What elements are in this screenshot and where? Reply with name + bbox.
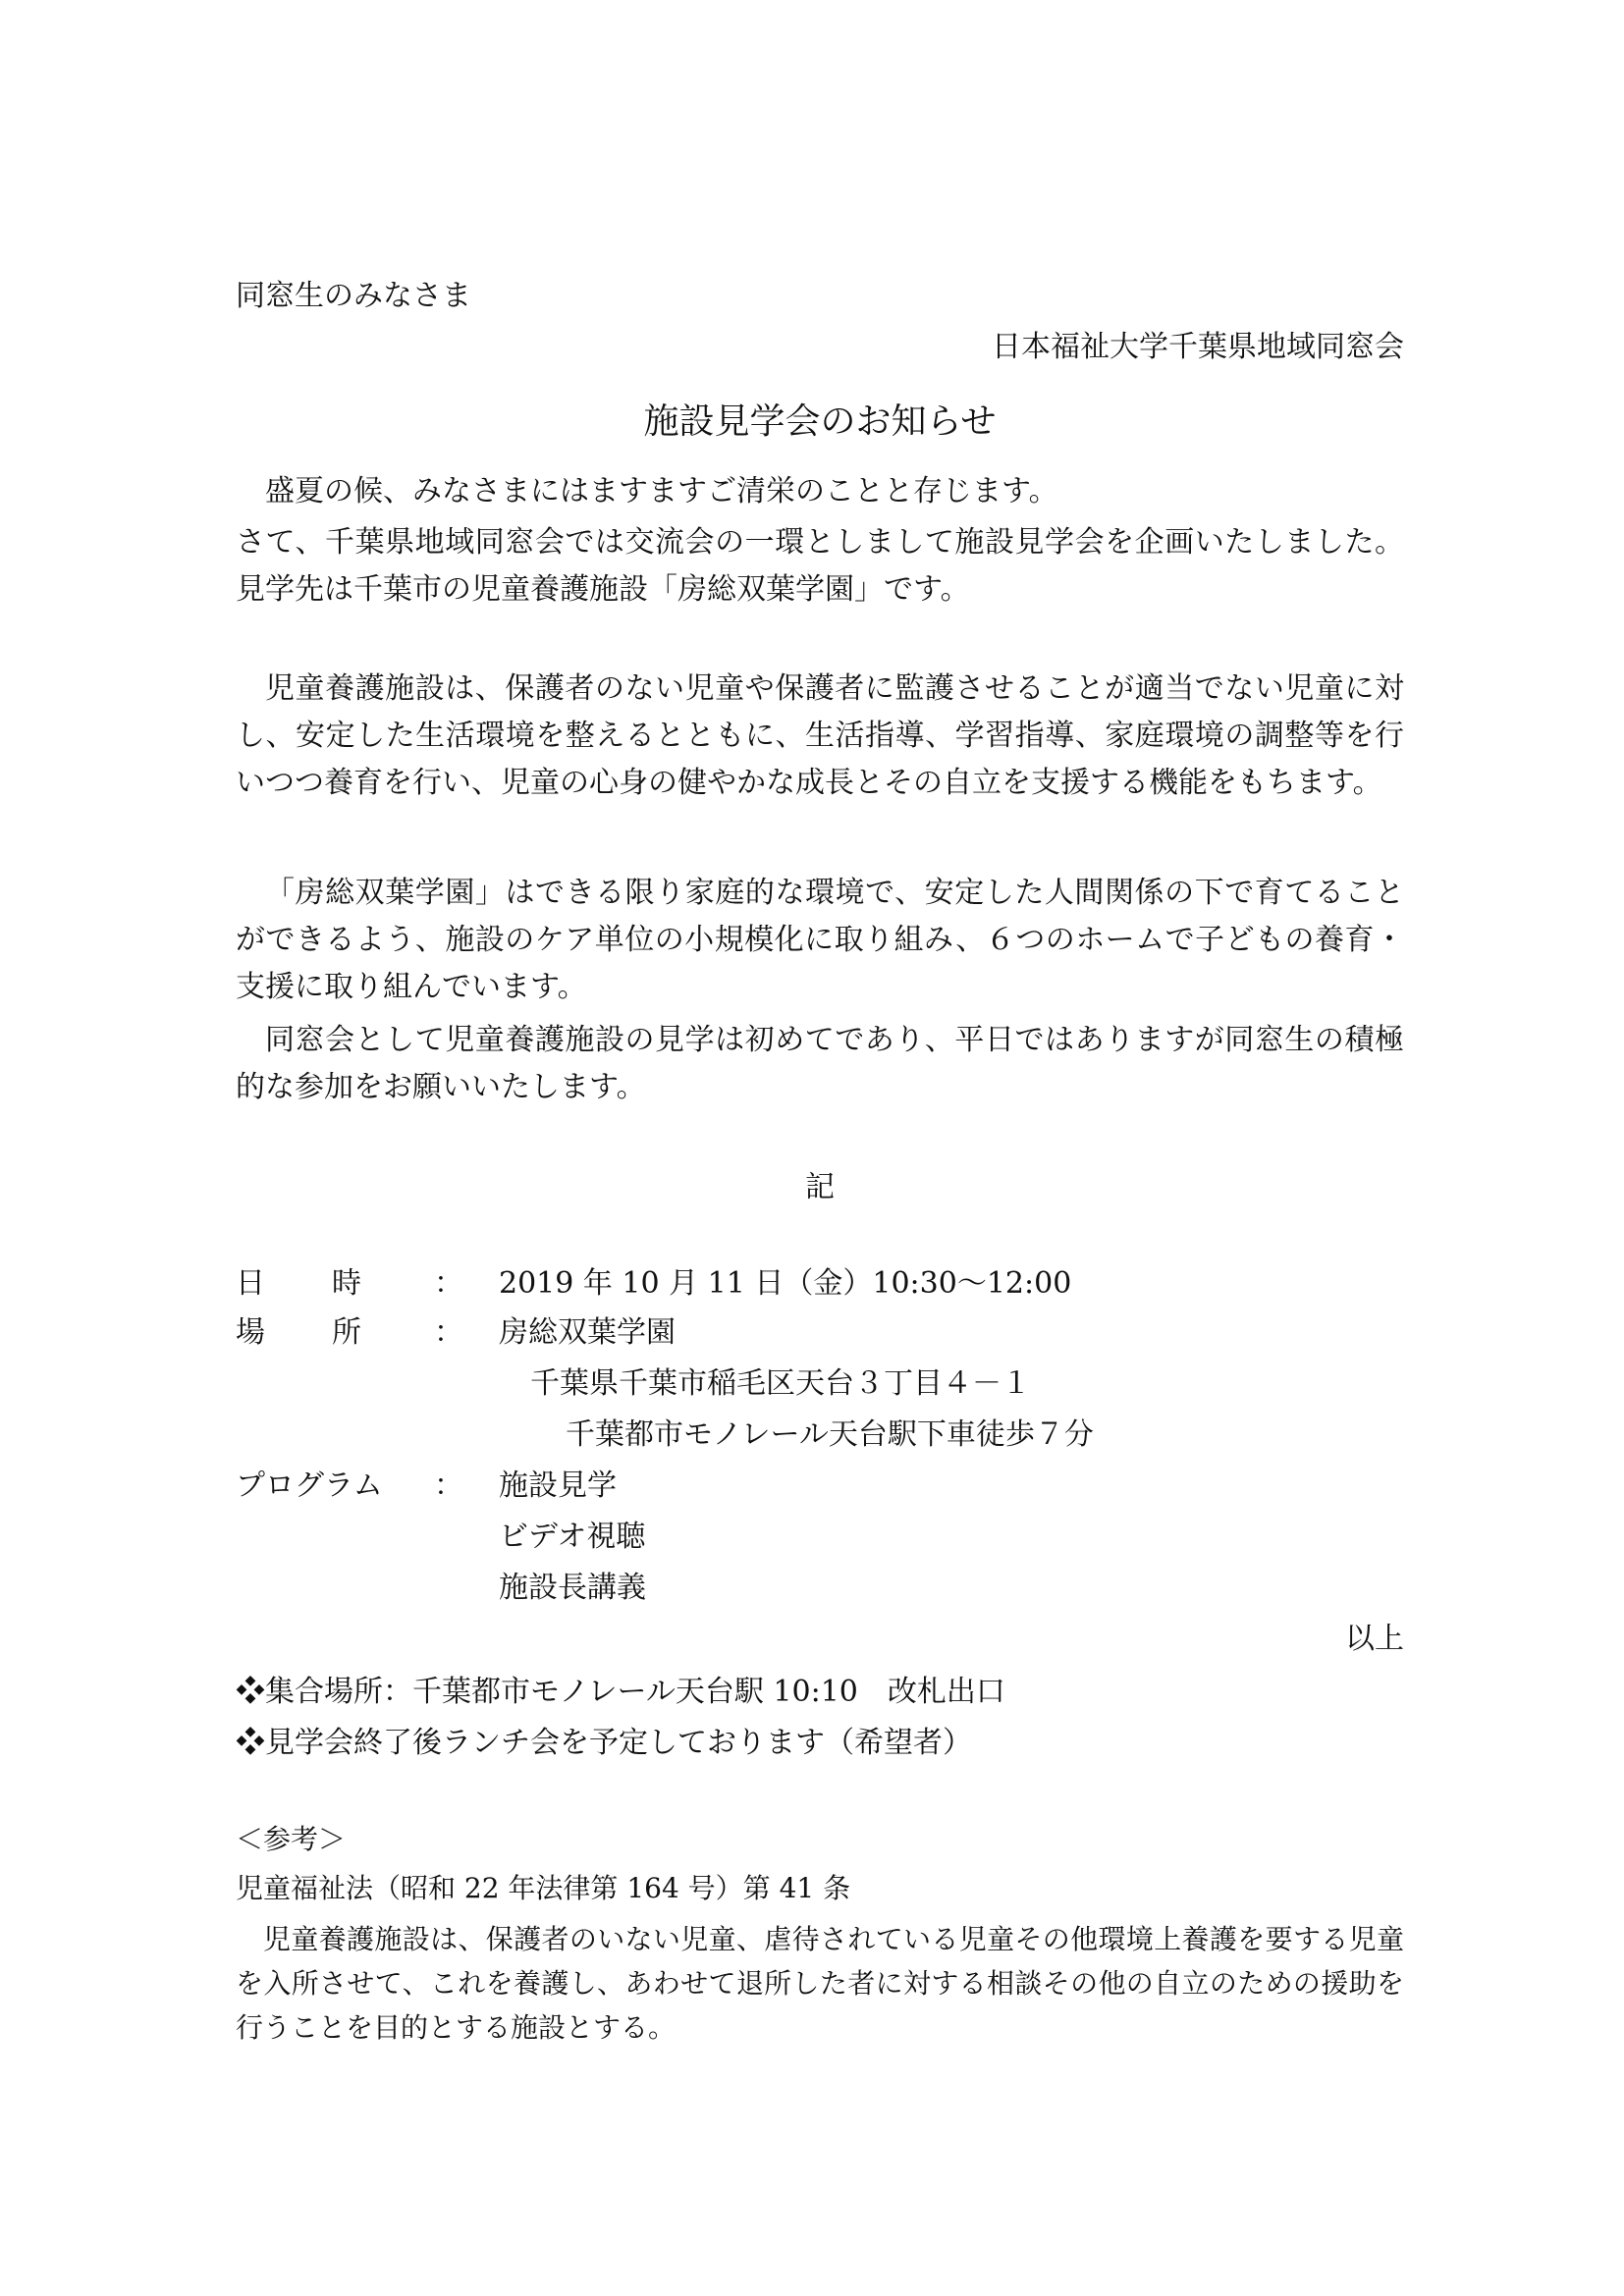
sender: 日本福祉大学千葉県地域同窓会 [992,330,1404,364]
place-colon: ： [434,1315,463,1350]
date-colon: ： [434,1266,463,1301]
note-meeting-place: ❖集合場所：千葉都市モノレール天台駅 10:10 改札出口 [236,1675,1005,1709]
date-label-char-1: 日 [236,1266,265,1301]
program-colon: ： [434,1468,463,1503]
note-lunch: ❖見学会終了後ランチ会を予定しております（希望者） [236,1726,972,1760]
program-item: 施設長講義 [499,1571,646,1605]
greeting-paragraph: 盛夏の候、みなさまにはますますご清栄のことと存じます。 [265,474,1058,508]
date-label-char-2: 時 [332,1266,361,1301]
reference-text: 児童養護施設は、保護者のいない児童、虐待されている児童その他環境上養護を要する児童を入所させて、これを養護し、あわせて退所した者に対する相談その他の自立のための援助を行うことを目的とする施設とする。 [236,1923,1404,2044]
reference-law: 児童福祉法（昭和 22 年法律第 164 号）第 41 条 [236,1872,851,1904]
program-item: 施設見学 [499,1468,617,1503]
body-paragraph-3: 同窓会として児童養護施設の見学は初めてであり、平日ではありますが同窓生の積極的な参加をお願いいたします。 [236,1023,1404,1104]
reference-heading: ＜参考＞ [236,1823,347,1855]
program-item: ビデオ視聴 [499,1520,646,1554]
place-access: 千葉都市モノレール天台駅下車徒歩７分 [566,1417,1094,1452]
ki-heading: 記 [805,1170,835,1204]
program-label: プログラム [236,1468,383,1503]
place-address: 千葉県千葉市稲毛区天台３丁目４－１ [530,1366,1031,1401]
closing-ijou: 以上 [1345,1622,1404,1656]
intro-paragraph: さて、千葉県地域同窓会では交流会の一環としまして施設見学会を企画いたしました。見学先は千葉市の児童養護施設「房総双葉学園」です。 [236,525,1404,607]
place-label-char-2: 所 [332,1315,361,1350]
recipient: 同窓生のみなさま [236,279,471,313]
body-paragraph-1: 児童養護施設は、保護者のない児童や保護者に監護させることが適当でない児童に対し、安定した生活環境を整えるとともに、生活指導、学習指導、家庭環境の調整等を行いつつ養育を行い、児童の心身の健やかな成長とその自立を支援する機能をもちます。 [236,671,1404,800]
date-value: 2019 年 10 月 11 日（金）10:30～12:00 [499,1266,1072,1301]
body-paragraph-2: 「房総双葉学園」はできる限り家庭的な環境で、安定した人間関係の下で育てることができるよう、施設のケア単位の小規模化に取り組み、６つのホームで子どもの養育・支援に取り組んでいます。 [236,876,1404,1004]
document-title: 施設見学会のお知らせ [643,401,997,442]
place-label-char-1: 場 [236,1315,265,1350]
place-name: 房総双葉学園 [499,1315,676,1350]
